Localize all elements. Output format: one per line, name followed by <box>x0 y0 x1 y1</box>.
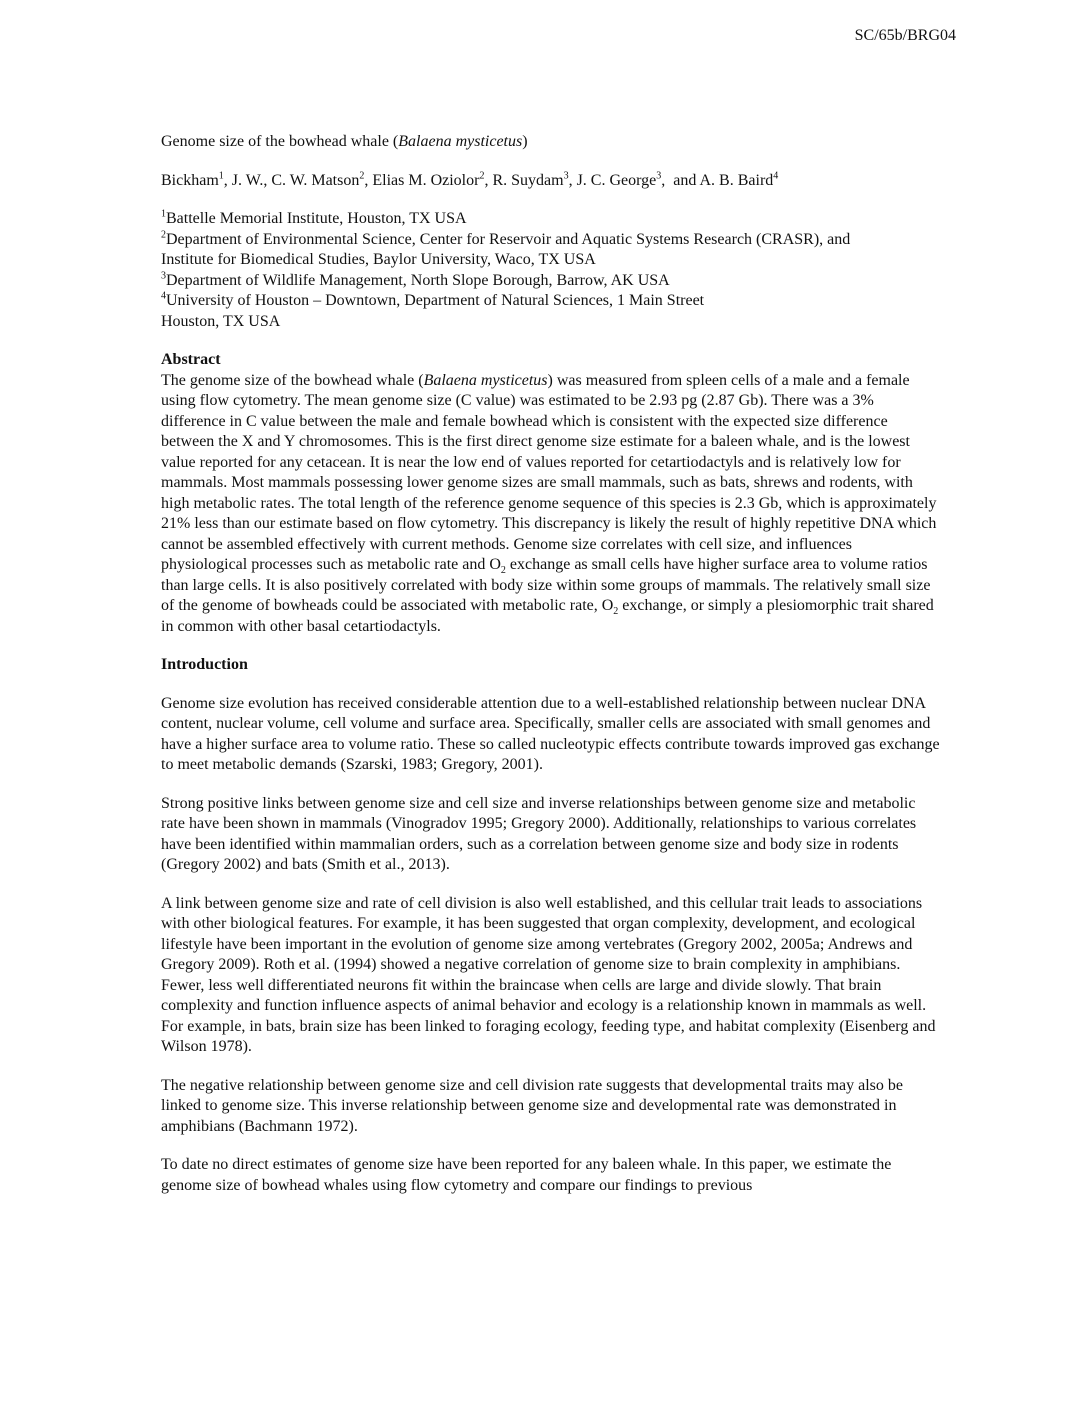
paper-body <box>161 132 941 1214</box>
author: R. Suydam$^3$, <box>492 170 577 189</box>
paper-title: Genome size of the bowhead whale (Balaena mysticetus) <box>161 133 528 150</box>
abstract-heading: Abstract <box>161 351 221 368</box>
intro-paragraph-3: A link between genome size and rate of cell division is also well established, and this cellular trait leads to associations with other biological features. For example, it has been suggested that organ complexity, development, and ecological lifestyle have been important in the evolution of genome size among vertebrates (Gregory 2002, 2005a; Andrews and Gregory 2009). Roth et al. (1994) showed a negative correlation of genome size to brain complexity in amphibians. Fewer, less well differentiated neurons fit within the braincase when cells are large and divide slowly. That brain complexity and function influence aspects of animal behavior and ecology is a relationship known in mammals as well. For example, in bats, brain size has been linked to foraging ecology, feeding type, and habitat complexity (Eisenberg and Wilson 1978). <box>161 894 936 1055</box>
intro-paragraph-5: To date no direct estimates of genome size have been reported for any baleen whale. In this paper, we estimate the genome size of bowhead whales using flow cytometry and compare our findings to previous <box>161 1156 892 1194</box>
intro-paragraph-2: Strong positive links between genome size and cell size and inverse relationships between genome size and metabolic rate have been shown in mammals (Vinogradov 1995; Gregory 2000). Additionally, relationships to various correlates have been identified within mammalian orders, such as a correlation between genome size and body size in rodents (Gregory 2002) and bats (Smith et al., 2013). <box>161 794 917 873</box>
affiliation-1: $^1$Battelle Memorial Institute, Houston, TX USA <box>161 208 467 227</box>
document-id: SC/65b/BRG04 <box>854 27 956 44</box>
affiliation-3: $^3$Department of Wildlife Management, North Slope Borough, Barrow, AK USA <box>161 270 670 289</box>
affiliation-4: $^4$University of Houston – Downtown, Department of Natural Sciences, 1 Main Street Houston, TX USA <box>161 290 705 330</box>
intro-paragraph-4: The negative relationship between genome size and cell division rate suggests that developmental traits may also be linked to genome size. This inverse relationship between genome size and developmental rate was demonstrated in amphibians (Bachmann 1972). <box>161 1076 903 1135</box>
introduction-heading: Introduction <box>161 656 248 673</box>
author: J. C. George$^3$, and <box>576 170 700 189</box>
author-list <box>161 171 941 192</box>
affiliations <box>161 209 941 332</box>
author: J. W., C. W. Matson$^2$, <box>231 170 373 189</box>
author: A. B. Baird$^4$ <box>699 170 779 189</box>
author: Elias M. Oziolor$^2$, <box>372 170 493 189</box>
author: Bickham$^1$, <box>161 170 232 189</box>
intro-paragraph-1: Genome size evolution has received considerable attention due to a well-established relationship between nuclear DNA content, nuclear volume, cell volume and surface area. Specifically, smaller cells are associated with small genomes and have a higher surface area to volume ratio. These so called nucleotypic effects contribute towards improved gas exchange to meet metabolic demands (Szarski, 1983; Gregory, 2001). <box>161 694 940 773</box>
abstract-text: The genome size of the bowhead whale (Balaena mysticetus) was measured from spleen cells of a male and a female using flow cytometry. The mean genome size (C value) was estimated to be 2.93 pg (2.87 Gb). There was a 3% difference in C value between the male and female bowhead which is consistent with the expected size difference between the X and Y chromosomes. This is the first direct genome size estimate for a baleen whale, and is the lowest value reported for any cetacean. It is near the low end of values reported for cetartiodactyls and is relatively low for mammals. Most mammals possessing lower genome sizes are small mammals, such as bats, shrews and rodents, with high metabolic rates. The total length of the reference genome sequence of this species is 2.3 Gb, which is approximately 21% less than our estimate based on flow cytometry. This discrepancy is likely the result of highly repetitive DNA which cannot be assembled effectively with current methods. Genome size correlates with cell size, and influences physiological processes such as metabolic rate and $O_2$ exchange as small cells have higher surface area to volume ratios than large cells. It is also positively correlated with body size within some groups of mammals. The relatively small size of the genome of bowheads could be associated with metabolic rate, $O_2$ exchange, or simply a plesiomorphic trait shared in common with other basal cetartiodactyls. <box>161 371 937 635</box>
affiliation-2: $^2$Department of Environmental Science, Center for Reservoir and Aquatic Systems Research (CRASR), and Institute for Biomedical Studies, Baylor University, Waco, TX USA <box>161 229 851 268</box>
title-species: Balaena mysticetus <box>398 133 523 150</box>
